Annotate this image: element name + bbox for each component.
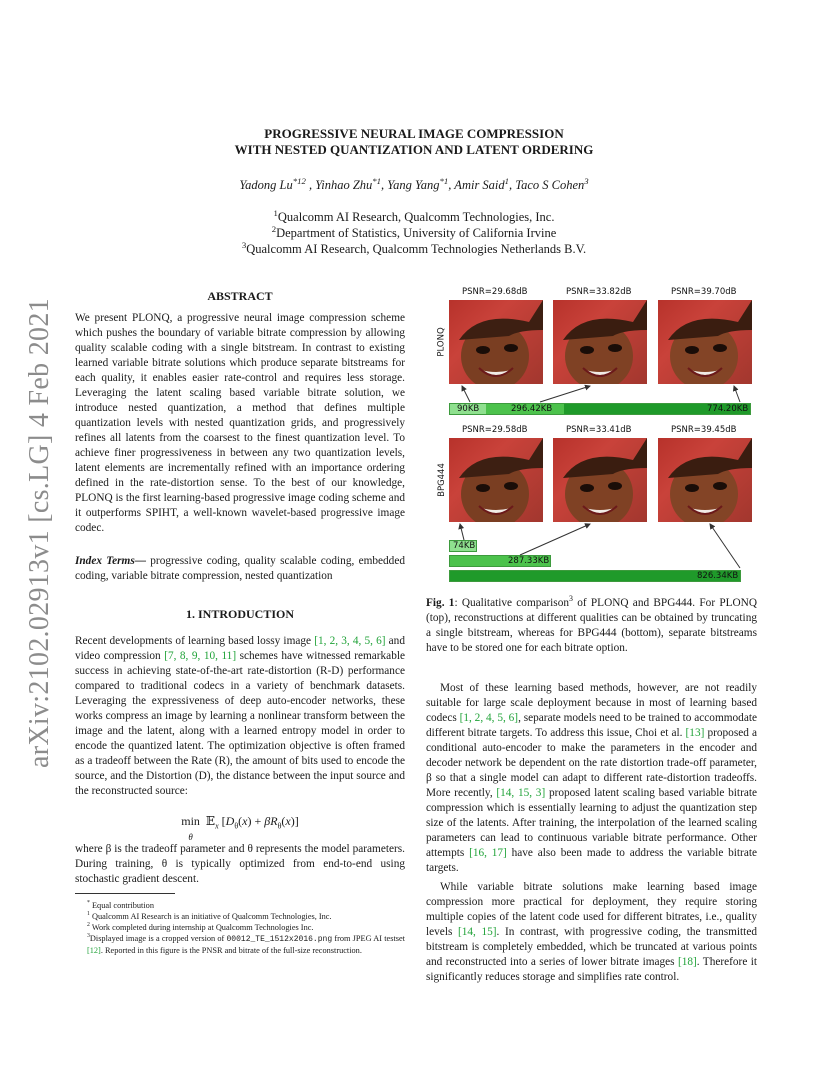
bpg-bitrate-2: 287.33KB [508,556,550,566]
arrow [462,386,470,402]
footnote-1: $^1$ Qualcomm AI Research is an initiative of Qualcomm Technologies, Inc. [87,911,332,921]
abstract-heading: ABSTRACT [207,289,273,303]
arxiv-identifier: arXiv:2102.02913v1 [cs.LG] 4 Feb 2021 [24,298,55,768]
plonq-bitrate-2: 296.42KB [511,404,553,414]
bpg-psnr-2: PSNR=33.41dB [566,425,632,435]
objective-equation: min θ 𝔼$_x$ $[D_\theta(x) + \beta R_\theta(x)]$ [181,814,299,842]
bpg-row-label: BPG444 [437,463,447,497]
arrow [734,386,740,402]
plonq-row-label: PLONQ [437,327,447,357]
plonq-psnr-3: PSNR=39.70dB [671,287,737,297]
citation-link[interactable]: [12] [87,946,101,955]
citation-link[interactable]: [18] [677,956,697,968]
arrow [540,386,590,402]
citation-link[interactable]: [13] [685,727,705,739]
intro-paragraph-2: where β is the tradeoff parameter and θ represents the model parameters. During training, θ is typically optimized from end-to-end using stochastic gradient descent. [75,843,405,885]
affiliation-3: $^3$Qualcomm AI Research, Qualcomm Technologies Netherlands B.V. [241,239,587,256]
citation-link[interactable]: [1, 2, 3, 4, 5, 6] [314,635,386,647]
plonq-reconstruction-3 [658,300,752,384]
bpg-psnr-1: PSNR=29.58dB [462,425,528,435]
citation-link[interactable]: [14, 15, 3] [496,787,546,799]
bpg-bitrate-1: 74KB [453,541,476,551]
paragraph-progressive-coding: While variable bitrate solutions make learning based image compression more practical for deployment, they require storing multiple copies of the latent code used for different bitrates, i.e., quality levels [14, 15]. In contrast, with progressive coding, the transmitted bitstream is completely embedded, which be truncated at various points and reconstructed into a series of lower bitrate images [18]. Therefore it significantly reduces storage and simplifies rate control. [426,881,757,983]
figure-arrows [440,380,770,580]
footnotes [75,900,405,956]
plonq-psnr-1: PSNR=29.68dB [462,287,528,297]
citation-link[interactable]: [1, 2, 4, 5, 6] [459,712,519,724]
citation-link[interactable]: [16, 17] [469,847,507,859]
plonq-psnr-2: PSNR=33.82dB [566,287,632,297]
affiliation-1: $^1$Qualcomm AI Research, Qualcomm Technologies, Inc. [273,207,555,224]
citation-link[interactable]: [7, 8, 9, 10, 11] [164,650,237,662]
footnote-3: $^3$Displayed image is a cropped version of 00012_TE_1512x2016.png from JPEG AI testset [12]. Reported in this figure is the PNSR and bitrate of the full-size reconstruction. [87,933,405,955]
figure-1-caption: Fig. 1: Qualitative comparison$^3$ of PLONQ and BPG444. For PLONQ (top), reconstructions at different qualities can be obtained by truncating a single bitstream, whereas for BPG444 (bottom), separate bitstreams have to be stored one for each bitrate option. [426,594,757,654]
affiliation-2: $^2$Department of Statistics, University of California Irvine [271,223,557,240]
right-column-text [426,681,757,985]
author-list: Yadong Lu$^{*12}$ , Yinhao Zhu$^{*1}$, Yang Yang$^{*1}$, Amir Said$^1$, Taco S Cohen$^3$ [239,175,589,192]
arrow [460,524,464,540]
arrow [520,524,590,555]
footnote-equal-contribution: * Equal contribution [87,900,154,910]
abstract-text: We present PLONQ, a progressive neural image compression scheme which pushes the boundary of variable bitrate compression by allowing quality scalable coding with a single bitstream. In contrast to existing learned variable bitrate solutions which produce separate bitstreams for each quality, it enables easier rate-control and requires less storage. Leveraging the latent scaling based variable bitrate solution, we introduce nested quantization, a method that defines multiple quantization levels with nested quantization grids, and progressively refines all latents from the coarsest to the finest quantization level. To achieve finer progressiveness in between any two quantization levels, latent elements are incrementally refined with an importance ordering defined in the rate-distortion sense. To the best of our knowledge, PLONQ is the first learning-based progressive image coding scheme and it outperforms SPIHT, a well-known wavelet-based progressive image codec. [75,312,405,534]
arrow [710,524,740,568]
index-terms: Index Terms— progressive coding, quality scalable coding, embedded coding, variable bitrate compression, nested quantization [75,555,405,582]
plonq-reconstruction-1 [449,300,543,384]
citation-link[interactable]: [14, 15] [457,926,497,938]
paper-title: PROGRESSIVE NEURAL IMAGE COMPRESSION WITH NESTED QUANTIZATION AND LATENT ORDERING [234,126,594,157]
plonq-bitrate-3: 774.20KB [707,404,749,414]
intro-paragraph-1: Recent developments of learning based lossy image [1, 2, 3, 4, 5, 6] and video compression [7, 8, 9, 10, 11] schemes have witnessed remarkable success in achieving state-of-the-art rate-distortion (R-D) performance compared to traditional codecs in a variety of benchmark datasets. Leveraging the expressiveness of deep auto-encoder networks, these works compress an image by learning a nonlinear transform between the image and the latent, along with a learned entropy model in order to encode the quantized latent. The optimization objective is often framed as a tradeoff between the Rate (R), the amount of bits used to encode the source, and the Distortion (D), the distance between the input source and the reconstructed source: [75,635,405,797]
footnote-rule [75,893,175,894]
intro-heading: 1. INTRODUCTION [185,607,294,621]
footnote-2: $^2$ Work completed during internship at Qualcomm Technologies Inc. [87,922,314,932]
paragraph-variable-bitrate: Most of these learning based methods, however, are not readily suitable for large scale deployment because in most of learning based codecs [1, 2, 4, 5, 6], separate models need to be trained to accommodate different bitrate targets. To address this issue, Choi et al. [13] proposed a conditional auto-encoder to make the parameters in the encoder and decoder network be dependent on the rate distortion trade-off parameter, β so that a single model can adapt to different rate-distortion tradeoffs. More recently, [14, 15, 3] proposed latent scaling based variable bitrate compression which is essentially learning to adjust the quantization step size of the latents. After training, the interpolation of the learned scaling parameters can lead to continuous variable bitrate performance. Other attempts [16, 17] have also been made to address the variable bitrate targets. [426,682,758,874]
plonq-reconstruction-2 [553,300,647,384]
bpg-psnr-3: PSNR=39.45dB [671,425,737,435]
plonq-bitrate-1: 90KB [457,404,480,414]
affiliations [0,209,828,257]
bpg-bitrate-3: 826.34KB [697,571,739,581]
